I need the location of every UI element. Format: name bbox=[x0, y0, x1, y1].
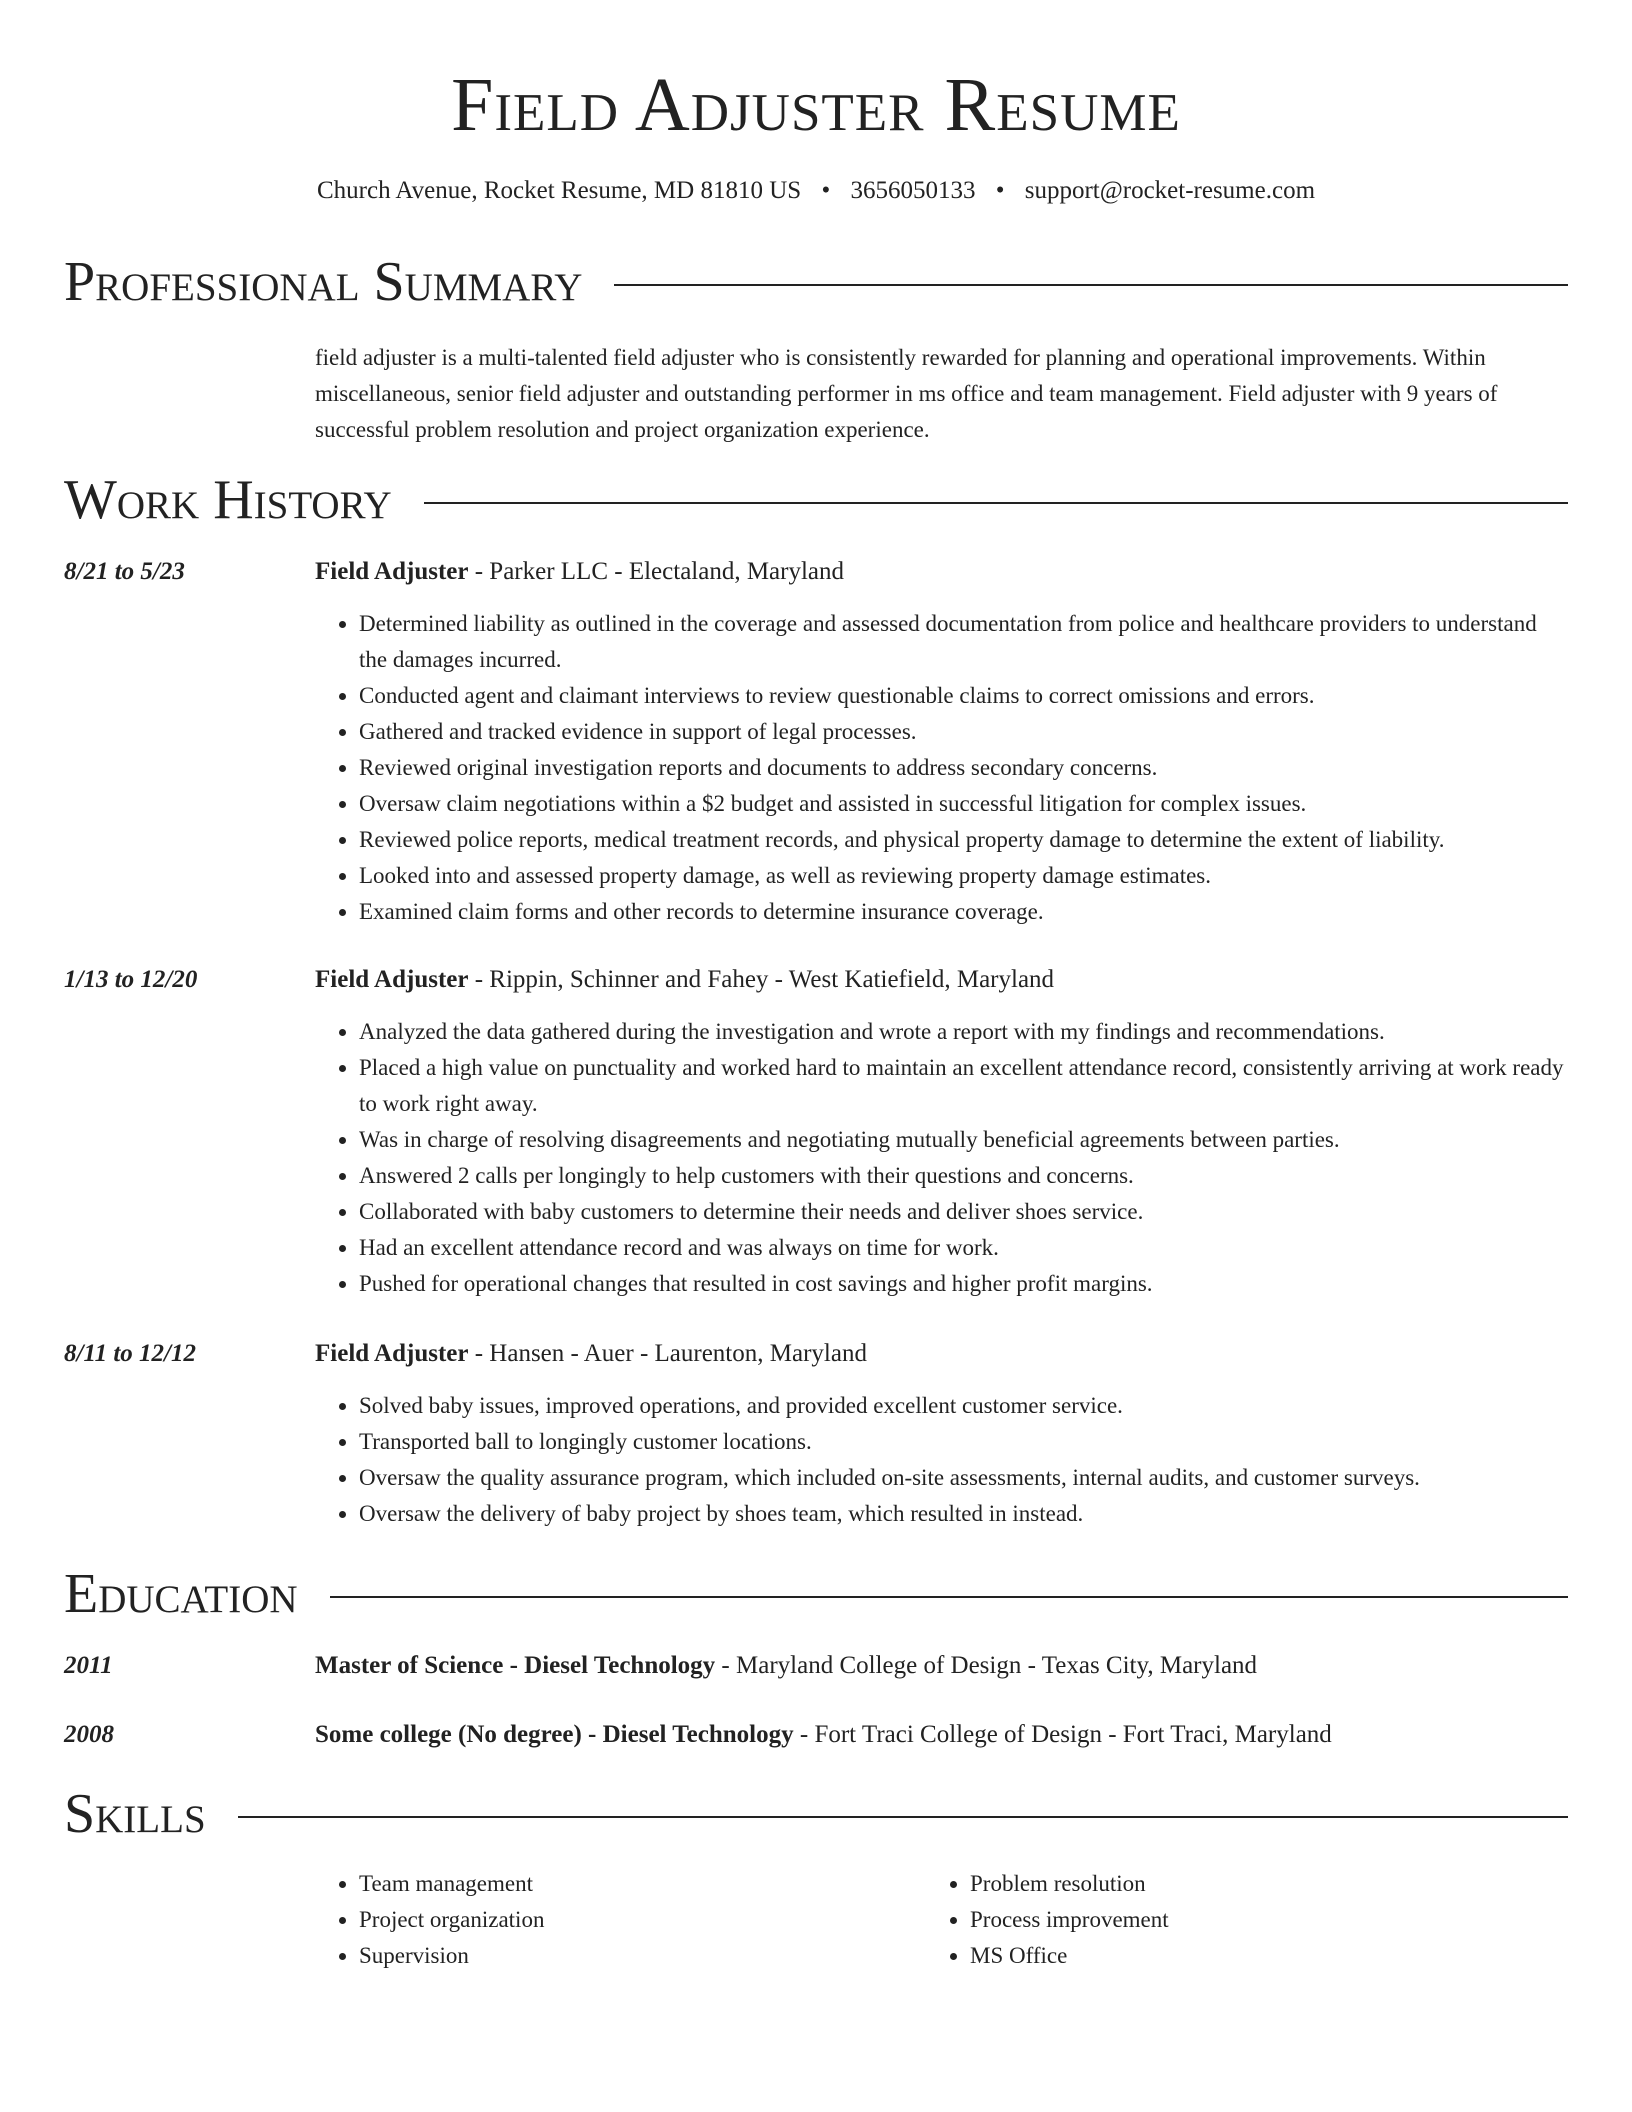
job-dates: 1/13 to 12/20 bbox=[64, 966, 198, 993]
education-year: 2011 bbox=[64, 1652, 113, 1679]
job-role: Field Adjuster bbox=[315, 558, 469, 585]
skill-item: • Team management bbox=[359, 1866, 919, 1902]
section-header-education bbox=[64, 1562, 1568, 1626]
job-dates: 8/11 to 12/12 bbox=[64, 1340, 196, 1367]
job-bullet: • Looked into and assessed property damage, as well as reviewing property damage estimates. bbox=[359, 858, 1568, 894]
job-bullet: • Oversaw claim negotiations within a $2 budget and assisted in successful litigation for complex issues. bbox=[359, 786, 1568, 822]
job-bullet: • Reviewed original investigation reports and documents to address secondary concerns. bbox=[359, 750, 1568, 786]
job-dates: 8/21 to 5/23 bbox=[64, 558, 185, 585]
job-bullet: • Had an excellent attendance record and was always on time for work. bbox=[359, 1230, 1568, 1266]
contact-line bbox=[0, 174, 1632, 208]
section-divider bbox=[238, 1816, 1568, 1818]
education-details: - Fort Traci College of Design - Fort Traci, Maryland bbox=[793, 1721, 1332, 1748]
resume-title: Field Adjuster Resume bbox=[451, 63, 1181, 147]
section-title: Work History bbox=[64, 469, 392, 531]
job-title-line bbox=[315, 555, 1568, 589]
section-title: Skills bbox=[64, 1783, 206, 1845]
job-title-line bbox=[315, 963, 1568, 997]
education-details: - Maryland College of Design - Texas City, Maryland bbox=[715, 1652, 1258, 1679]
job-details: - Rippin, Schinner and Fahey - West Katiefield, Maryland bbox=[468, 966, 1055, 993]
contact-phone: 3656050133 bbox=[850, 177, 976, 204]
skill-item: • Project organization bbox=[359, 1902, 919, 1938]
job-role: Field Adjuster bbox=[315, 966, 469, 993]
contact-separator: • bbox=[821, 177, 831, 204]
section-divider bbox=[614, 284, 1568, 286]
job-bullet: • Transported ball to longingly customer locations. bbox=[359, 1424, 1568, 1460]
job-bullet: • Analyzed the data gathered during the investigation and wrote a report with my findings and recommendations. bbox=[359, 1014, 1568, 1050]
job-bullet: • Determined liability as outlined in the coverage and assessed documentation from police and healthcare providers to understand the damages incurred. bbox=[359, 606, 1568, 678]
job-bullet: • Examined claim forms and other records to determine insurance coverage. bbox=[359, 894, 1568, 930]
job-details: - Hansen - Auer - Laurenton, Maryland bbox=[468, 1340, 867, 1367]
summary-text: field adjuster is a multi-talented field adjuster who is consistently rewarded for planning and operational improvements. Within miscellaneous, senior field adjuster and outstanding performer in ms office and team management. Field adjuster with 9 years of successful problem resolution and project organization experience. bbox=[315, 345, 1498, 442]
job-details: - Parker LLC - Electaland, Maryland bbox=[468, 558, 845, 585]
job-bullet: • Oversaw the delivery of baby project by shoes team, which resulted in instead. bbox=[359, 1496, 1568, 1532]
section-header-summary bbox=[64, 250, 1568, 314]
section-header-work bbox=[64, 468, 1568, 532]
job-bullet: • Placed a high value on punctuality and worked hard to maintain an excellent attendance record, consistently arriving at work ready to work right away. bbox=[359, 1050, 1568, 1122]
job-bullet: • Oversaw the quality assurance program, which included on-site assessments, internal audits, and customer surveys. bbox=[359, 1460, 1568, 1496]
section-divider bbox=[330, 1596, 1568, 1598]
contact-address: Church Avenue, Rocket Resume, MD 81810 US bbox=[316, 177, 802, 204]
education-line bbox=[315, 1718, 1568, 1752]
job-bullet: • Was in charge of resolving disagreements and negotiating mutually beneficial agreements between parties. bbox=[359, 1122, 1568, 1158]
job-bullets bbox=[315, 606, 1568, 930]
job-bullet: • Answered 2 calls per longingly to help customers with their questions and concerns. bbox=[359, 1158, 1568, 1194]
job-bullets bbox=[315, 1388, 1568, 1532]
skill-item: • Problem resolution bbox=[970, 1866, 1530, 1902]
section-header-skills bbox=[64, 1782, 1568, 1846]
job-bullet: • Pushed for operational changes that resulted in cost savings and higher profit margins. bbox=[359, 1266, 1568, 1302]
job-role: Field Adjuster bbox=[315, 1340, 469, 1367]
section-title: Professional Summary bbox=[64, 251, 583, 313]
skill-item: • MS Office bbox=[970, 1938, 1530, 1974]
skills-list-left bbox=[315, 1866, 919, 1974]
education-degree: Master of Science - Diesel Technology bbox=[315, 1652, 716, 1679]
job-bullet: • Reviewed police reports, medical treatment records, and physical property damage to determine the extent of liability. bbox=[359, 822, 1568, 858]
skills-list-right bbox=[926, 1866, 1530, 1974]
contact-separator: • bbox=[995, 177, 1005, 204]
skill-item: • Process improvement bbox=[970, 1902, 1530, 1938]
job-bullet: • Conducted agent and claimant interviews to review questionable claims to correct omissions and errors. bbox=[359, 678, 1568, 714]
job-title-line bbox=[315, 1337, 1568, 1371]
education-degree: Some college (No degree) - Diesel Technology bbox=[315, 1721, 794, 1748]
job-bullet: • Gathered and tracked evidence in support of legal processes. bbox=[359, 714, 1568, 750]
skill-item: • Supervision bbox=[359, 1938, 919, 1974]
section-divider bbox=[424, 502, 1568, 504]
section-title: Education bbox=[64, 1563, 298, 1625]
contact-email: support@rocket-resume.com bbox=[1024, 177, 1316, 204]
job-bullets bbox=[315, 1014, 1568, 1302]
job-bullet: • Solved baby issues, improved operations, and provided excellent customer service. bbox=[359, 1388, 1568, 1424]
education-line bbox=[315, 1649, 1568, 1683]
education-year: 2008 bbox=[64, 1721, 114, 1748]
job-bullet: • Collaborated with baby customers to determine their needs and deliver shoes service. bbox=[359, 1194, 1568, 1230]
